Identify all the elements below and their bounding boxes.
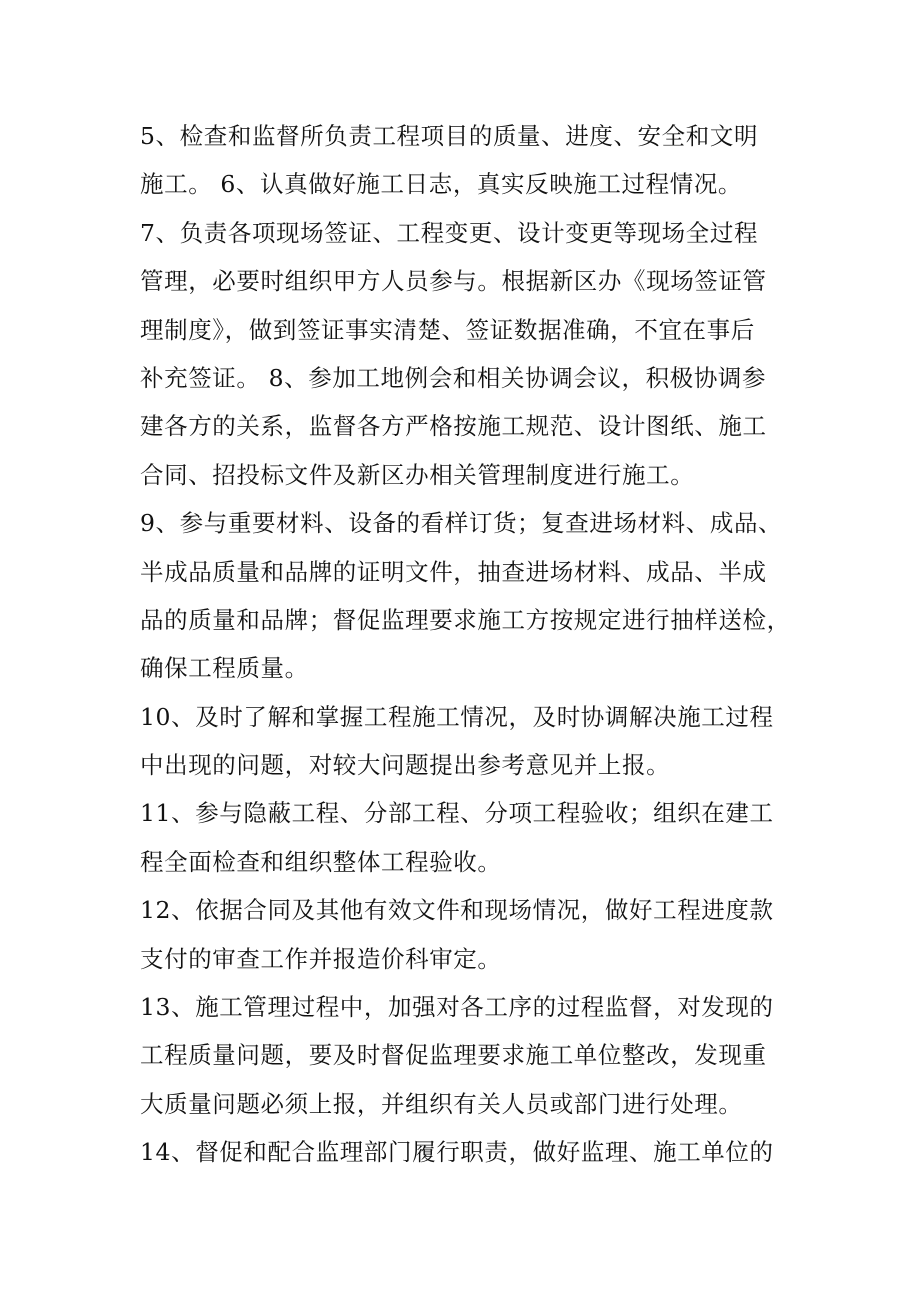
text-line: 11、参与隐蔽工程、分部工程、分项工程验收；组织在建工 [140,799,774,828]
text-line: 补充签证。 8、参加工地例会和相关协调会议，积极协调参 [140,363,767,392]
text-line: 大质量问题必须上报，并组织有关人员或部门进行处理。 [140,1089,743,1118]
text-line: 理制度》，做到签证事实清楚、签证数据准确，不宜在事后 [140,315,755,344]
text-line: 12、依据合同及其他有效文件和现场情况，做好工程进度款 [140,896,774,925]
text-line: 半成品质量和品牌的证明文件，抽查进场材料、成品、半成 [140,557,767,586]
text-line: 14、督促和配合监理部门履行职责，做好监理、施工单位的 [140,1138,774,1167]
text-line: 建各方的关系，监督各方严格按施工规范、设计图纸、施工 [140,412,767,441]
text-line: 7、负责各项现场签证、工程变更、设计变更等现场全过程 [140,218,759,247]
text-line: 施工。 6、认真做好施工日志，真实反映施工过程情况。 [140,170,743,199]
text-line: 管理，必要时组织甲方人员参与。根据新区办《现场签证管 [140,267,767,296]
text-line: 程全面检查和组织整体工程验收。 [140,847,502,876]
text-line: 合同、招投标文件及新区办相关管理制度进行施工。 [140,460,695,489]
text-line: 5、检查和监督所负责工程项目的质量、进度、安全和文明 [140,122,759,150]
text-line: 工程质量问题，要及时督促监理要求施工单位整改，发现重 [140,1041,767,1070]
text-line: 10、及时了解和掌握工程施工情况，及时协调解决施工过程 [140,702,774,731]
document-body [140,112,790,1177]
text-line: 中出现的问题，对较大问题提出参考意见并上报。 [140,751,671,780]
text-line: 确保工程质量。 [140,654,309,683]
text-line: 品的质量和品牌；督促监理要求施工方按规定进行抽样送检， [140,605,791,634]
text-line: 13、施工管理过程中，加强对各工序的过程监督，对发现的 [140,993,774,1022]
text-line: 9、参与重要材料、设备的看样订货；复查进场材料、成品、 [140,509,783,538]
text-line: 支付的审查工作并报造价科审定。 [140,944,502,973]
